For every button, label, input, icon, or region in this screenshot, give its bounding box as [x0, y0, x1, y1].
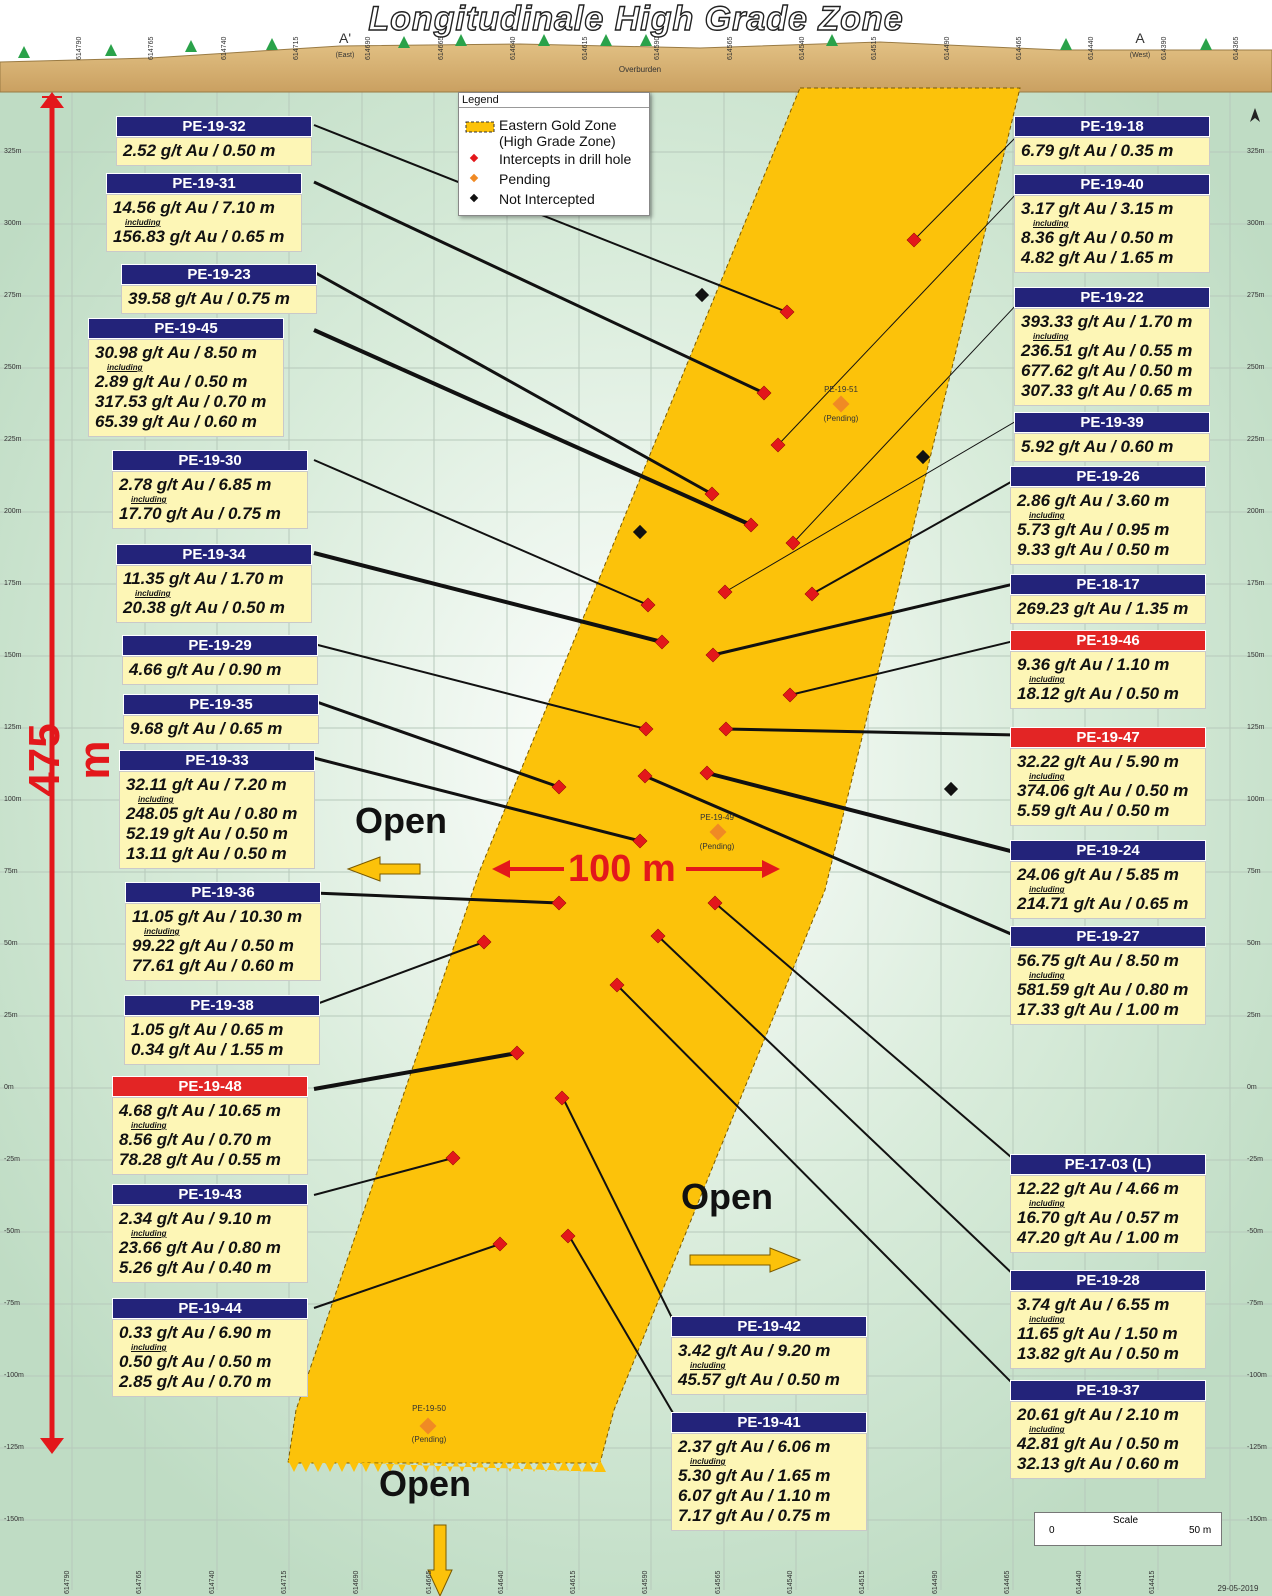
assay-result: 13.82 g/t Au / 0.50 m [1017, 1344, 1179, 1363]
legend-zone-sublabel: (High Grade Zone) [499, 133, 616, 149]
drill-hole-label [1010, 1154, 1206, 1253]
including-label: including [1029, 511, 1065, 520]
elevation-label: -75m [1247, 1300, 1263, 1307]
drill-hole-id: PE-19-36 [125, 882, 321, 903]
elevation-label: 50m [1247, 940, 1261, 947]
elevation-label: 250m [1247, 364, 1265, 371]
elevation-label: 200m [4, 508, 22, 515]
drill-hole-id: PE-19-38 [124, 995, 320, 1016]
assay-result: 4.68 g/t Au / 10.65 m [119, 1101, 281, 1120]
elevation-label: -150m [1247, 1516, 1267, 1523]
section-end-a-prime-direction: (East) [335, 52, 355, 59]
easting-label: 614440 [1076, 1570, 1084, 1594]
drill-hole-results [123, 715, 319, 744]
pending-hole-label: PE-19-50 [412, 1404, 446, 1413]
elevation-label: 100m [4, 796, 22, 803]
drill-hole-label [1010, 727, 1206, 826]
drill-hole-results [1010, 651, 1206, 709]
easting-label: 614740 [208, 1570, 216, 1594]
legend-pending-icon [469, 173, 479, 183]
elevation-label: 50m [4, 940, 18, 947]
assay-result: 12.22 g/t Au / 4.66 m [1017, 1179, 1179, 1198]
assay-result: 2.34 g/t Au / 9.10 m [119, 1209, 272, 1228]
drill-hole-label [121, 264, 317, 314]
assay-result: 2.37 g/t Au / 6.06 m [678, 1437, 831, 1456]
including-label: including [131, 1121, 167, 1130]
assay-result: 56.75 g/t Au / 8.50 m [1017, 951, 1179, 970]
pending-status-label: (Pending) [699, 842, 735, 851]
assay-result: 45.57 g/t Au / 0.50 m [678, 1370, 840, 1389]
easting-label: 614615 [582, 36, 590, 60]
assay-result: 5.73 g/t Au / 0.95 m [1017, 520, 1170, 539]
legend-intercept-label: Intercepts in drill hole [499, 151, 632, 167]
drill-hole-id: PE-19-33 [119, 750, 315, 771]
section-end-a-direction: (West) [1129, 52, 1151, 59]
easting-label: 614465 [1003, 1570, 1011, 1594]
legend-title: Legend [459, 93, 649, 108]
elevation-label: -75m [4, 1300, 20, 1307]
including-label: including [125, 218, 161, 227]
drill-hole-label [1010, 840, 1206, 919]
elevation-label: 175m [1247, 580, 1265, 587]
elevation-label: 200m [1247, 508, 1265, 515]
height-dimension-label: 475 m [20, 723, 119, 797]
drill-hole-results [671, 1337, 867, 1395]
assay-result: 32.22 g/t Au / 5.90 m [1017, 752, 1179, 771]
legend-not-intercepted-icon [469, 193, 479, 203]
assay-result: 214.71 g/t Au / 0.65 m [1017, 894, 1189, 913]
drill-hole-label [1014, 116, 1210, 166]
section-end-a-prime: A' [338, 30, 351, 46]
scale-end: 50 m [1189, 1525, 1212, 1536]
easting-label: 614765 [136, 1570, 144, 1594]
assay-result: 581.59 g/t Au / 0.80 m [1017, 980, 1189, 999]
assay-result: 307.33 g/t Au / 0.65 m [1021, 381, 1193, 400]
assay-result: 11.05 g/t Au / 10.30 m [132, 907, 303, 926]
drill-hole-id: PE-19-39 [1014, 412, 1210, 433]
drill-hole-label [123, 694, 319, 744]
scale-bar-box [1034, 1512, 1222, 1546]
drill-hole-label [112, 1184, 308, 1283]
drill-hole-results [1014, 433, 1210, 462]
elevation-label: 325m [1247, 148, 1265, 155]
page-title: Longitudinale High Grade Zone [368, 0, 904, 38]
drill-hole-label [116, 544, 312, 623]
elevation-label: 275m [4, 292, 22, 299]
drill-hole-id: PE-19-29 [122, 635, 318, 656]
assay-result: 9.68 g/t Au / 0.65 m [130, 719, 283, 738]
width-dimension-label: 100 m [568, 848, 676, 890]
open-label-right: Open [681, 1176, 774, 1217]
assay-result: 7.17 g/t Au / 0.75 m [678, 1506, 831, 1525]
drill-hole-results [1010, 947, 1206, 1025]
easting-label: 614590 [642, 1570, 650, 1594]
drill-hole-id: PE-19-31 [106, 173, 302, 194]
assay-result: 3.42 g/t Au / 9.20 m [678, 1341, 831, 1360]
drill-hole-id: PE-19-45 [88, 318, 284, 339]
assay-result: 14.56 g/t Au / 7.10 m [113, 198, 275, 217]
assay-result: 52.19 g/t Au / 0.50 m [126, 824, 288, 843]
easting-label: 614565 [726, 36, 734, 60]
elevation-label: 125m [4, 724, 22, 731]
elevation-label: 150m [4, 652, 22, 659]
assay-result: 5.26 g/t Au / 0.40 m [119, 1258, 272, 1277]
assay-result: 3.74 g/t Au / 6.55 m [1017, 1295, 1170, 1314]
drill-hole-id: PE-18-17 [1010, 574, 1206, 595]
drill-hole-label [1014, 412, 1210, 462]
drill-hole-results [112, 471, 308, 529]
easting-label: 614465 [1015, 36, 1023, 60]
drill-hole-id: PE-19-23 [121, 264, 317, 285]
drill-hole-results [1014, 308, 1210, 406]
scale-title: Scale [1113, 1515, 1139, 1526]
assay-result: 1.05 g/t Au / 0.65 m [131, 1020, 284, 1039]
drill-hole-results [112, 1097, 308, 1175]
elevation-label: 0m [1247, 1084, 1257, 1091]
drill-hole-label [1010, 1380, 1206, 1479]
drill-hole-id: PE-19-40 [1014, 174, 1210, 195]
assay-result: 24.06 g/t Au / 5.85 m [1017, 865, 1179, 884]
scale-start: 0 [1049, 1525, 1055, 1536]
including-label: including [107, 363, 143, 372]
assay-result: 4.66 g/t Au / 0.90 m [129, 660, 282, 679]
elevation-label: 300m [4, 220, 22, 227]
drill-hole-label [112, 1076, 308, 1175]
assay-result: 317.53 g/t Au / 0.70 m [95, 392, 267, 411]
including-label: including [690, 1457, 726, 1466]
easting-label: 614490 [931, 1570, 939, 1594]
drill-hole-id: PE-19-43 [112, 1184, 308, 1205]
easting-label: 614490 [943, 36, 951, 60]
assay-result: 47.20 g/t Au / 1.00 m [1017, 1228, 1179, 1247]
legend-zone-swatch [465, 119, 495, 135]
assay-result: 9.33 g/t Au / 0.50 m [1017, 540, 1170, 559]
assay-result: 2.85 g/t Au / 0.70 m [119, 1372, 272, 1391]
assay-result: 156.83 g/t Au / 0.65 m [113, 227, 285, 246]
easting-label: 614565 [714, 1570, 722, 1594]
easting-label: 614640 [497, 1570, 505, 1594]
legend-not-intercepted-label: Not Intercepted [499, 191, 595, 207]
drill-hole-label [112, 1298, 308, 1397]
elevation-label: 25m [4, 1012, 18, 1019]
easting-label: 614740 [220, 36, 228, 60]
assay-result: 20.61 g/t Au / 2.10 m [1017, 1405, 1179, 1424]
drill-hole-id: PE-19-26 [1010, 466, 1206, 487]
including-label: including [1029, 772, 1065, 781]
assay-result: 6.79 g/t Au / 0.35 m [1021, 141, 1174, 160]
easting-label: 614665 [437, 36, 445, 60]
drill-hole-id: PE-19-42 [671, 1316, 867, 1337]
assay-result: 17.33 g/t Au / 1.00 m [1017, 1000, 1179, 1019]
drill-hole-label [1010, 574, 1206, 624]
easting-label: 614440 [1088, 36, 1096, 60]
drill-hole-results [119, 771, 315, 869]
drill-hole-id: PE-19-34 [116, 544, 312, 565]
elevation-label: -50m [1247, 1228, 1263, 1235]
legend-pending-label: Pending [499, 171, 551, 187]
elevation-label: 300m [1247, 220, 1265, 227]
assay-result: 5.30 g/t Au / 1.65 m [678, 1466, 831, 1485]
drill-hole-id: PE-19-27 [1010, 926, 1206, 947]
including-label: including [1029, 885, 1065, 894]
easting-label: 614690 [353, 1570, 361, 1594]
elevation-label: 175m [4, 580, 22, 587]
drill-hole-label [125, 882, 321, 981]
open-label-left: Open [355, 800, 448, 841]
assay-result: 236.51 g/t Au / 0.55 m [1021, 341, 1193, 360]
drill-hole-label [122, 635, 318, 685]
assay-result: 32.11 g/t Au / 7.20 m [126, 775, 287, 794]
including-label: including [1029, 1425, 1065, 1434]
drill-hole-label [116, 116, 312, 166]
drill-hole-results [1010, 595, 1206, 624]
drill-hole-results [121, 285, 317, 314]
including-label: including [1029, 1315, 1065, 1324]
drill-hole-label [671, 1316, 867, 1395]
elevation-label: 325m [4, 148, 22, 155]
elevation-label: 0m [4, 1084, 14, 1091]
drill-hole-label [1010, 630, 1206, 709]
drill-hole-id: PE-19-32 [116, 116, 312, 137]
legend-intercept-icon [469, 153, 479, 163]
section-end-a: A [1135, 30, 1145, 46]
drill-hole-label [1014, 174, 1210, 273]
including-label: including [131, 1343, 167, 1352]
including-label: including [131, 1229, 167, 1238]
drill-hole-id: PE-17-03 (L) [1010, 1154, 1206, 1175]
easting-label: 614415 [1148, 1570, 1156, 1594]
assay-result: 8.56 g/t Au / 0.70 m [119, 1130, 272, 1149]
including-label: including [138, 795, 174, 804]
drill-hole-id: PE-19-37 [1010, 1380, 1206, 1401]
overburden-label: Overburden [618, 65, 662, 74]
drill-hole-id: PE-19-46 [1010, 630, 1206, 651]
drill-hole-id: PE-19-22 [1014, 287, 1210, 308]
legend [458, 92, 650, 216]
including-label: including [1033, 332, 1069, 341]
including-label: including [690, 1361, 726, 1370]
assay-result: 99.22 g/t Au / 0.50 m [132, 936, 294, 955]
assay-result: 2.78 g/t Au / 6.85 m [119, 475, 272, 494]
easting-label: 614715 [292, 36, 300, 60]
easting-label: 614515 [859, 1570, 867, 1594]
drill-hole-id: PE-19-28 [1010, 1270, 1206, 1291]
date-label: 29-05-2019 [1217, 1584, 1259, 1593]
assay-result: 18.12 g/t Au / 0.50 m [1017, 684, 1179, 703]
assay-result: 2.86 g/t Au / 3.60 m [1017, 491, 1170, 510]
including-label: including [1029, 675, 1065, 684]
drill-hole-label [119, 750, 315, 869]
drill-hole-results [88, 339, 284, 437]
drill-hole-results [116, 565, 312, 623]
pending-status-label: (Pending) [823, 414, 859, 423]
assay-result: 30.98 g/t Au / 8.50 m [95, 343, 257, 362]
easting-label: 614640 [509, 36, 517, 60]
elevation-label: -100m [1247, 1372, 1267, 1379]
elevation-label: 225m [4, 436, 22, 443]
drill-hole-results [671, 1433, 867, 1531]
drill-hole-label [1010, 1270, 1206, 1369]
assay-result: 42.81 g/t Au / 0.50 m [1017, 1434, 1179, 1453]
drill-hole-label [1010, 466, 1206, 565]
elevation-label: 225m [1247, 436, 1265, 443]
drill-hole-id: PE-19-48 [112, 1076, 308, 1097]
drill-hole-label [88, 318, 284, 437]
drill-hole-results [116, 137, 312, 166]
drill-hole-label [1010, 926, 1206, 1025]
assay-result: 0.33 g/t Au / 6.90 m [119, 1323, 272, 1342]
drill-hole-results [1010, 1175, 1206, 1253]
pending-hole-label: PE-19-51 [824, 385, 858, 394]
drill-hole-results [122, 656, 318, 685]
easting-label: 614690 [365, 36, 373, 60]
elevation-label: 275m [1247, 292, 1265, 299]
drill-hole-results [112, 1319, 308, 1397]
including-label: including [1033, 219, 1069, 228]
elevation-label: 125m [1247, 724, 1265, 731]
easting-label: 614540 [799, 36, 806, 60]
assay-result: 2.52 g/t Au / 0.50 m [123, 141, 276, 160]
drill-hole-results [112, 1205, 308, 1283]
assay-result: 23.66 g/t Au / 0.80 m [119, 1238, 281, 1257]
easting-label: 614790 [64, 1570, 71, 1594]
assay-result: 269.23 g/t Au / 1.35 m [1017, 599, 1189, 618]
drill-hole-results [1014, 195, 1210, 273]
elevation-label: -25m [4, 1156, 20, 1163]
including-label: including [1029, 1199, 1065, 1208]
drill-hole-results [106, 194, 302, 252]
elevation-label: 250m [4, 364, 22, 371]
assay-result: 8.36 g/t Au / 0.50 m [1021, 228, 1174, 247]
assay-result: 11.35 g/t Au / 1.70 m [123, 569, 284, 588]
easting-label: 614365 [1232, 36, 1240, 60]
easting-label: 614765 [148, 36, 156, 60]
drill-hole-results [125, 903, 321, 981]
elevation-label: 75m [1247, 868, 1261, 875]
drill-hole-id: PE-19-24 [1010, 840, 1206, 861]
including-label: including [131, 495, 167, 504]
easting-label: 614790 [76, 36, 83, 60]
assay-result: 16.70 g/t Au / 0.57 m [1017, 1208, 1179, 1227]
drill-hole-id: PE-19-30 [112, 450, 308, 471]
assay-result: 20.38 g/t Au / 0.50 m [123, 598, 285, 617]
assay-result: 2.89 g/t Au / 0.50 m [95, 372, 248, 391]
assay-result: 248.05 g/t Au / 0.80 m [126, 804, 298, 823]
assay-result: 17.70 g/t Au / 0.75 m [119, 504, 281, 523]
including-label: including [144, 927, 180, 936]
assay-result: 6.07 g/t Au / 1.10 m [678, 1486, 831, 1505]
assay-result: 13.11 g/t Au / 0.50 m [126, 844, 287, 863]
elevation-label: -125m [4, 1444, 24, 1451]
assay-result: 39.58 g/t Au / 0.75 m [128, 289, 290, 308]
assay-result: 3.17 g/t Au / 3.15 m [1021, 199, 1174, 218]
elevation-label: 75m [4, 868, 18, 875]
drill-hole-id: PE-19-41 [671, 1412, 867, 1433]
assay-result: 11.65 g/t Au / 1.50 m [1017, 1324, 1178, 1343]
assay-result: 4.82 g/t Au / 1.65 m [1021, 248, 1174, 267]
easting-label: 614540 [787, 1570, 794, 1594]
drill-hole-label [671, 1412, 867, 1531]
drill-hole-results [1014, 137, 1210, 166]
drill-hole-label [1014, 287, 1210, 406]
including-label: including [135, 589, 171, 598]
drill-hole-results [1010, 748, 1206, 826]
drill-hole-results [1010, 1401, 1206, 1479]
easting-label: 614390 [1160, 36, 1168, 60]
assay-result: 0.34 g/t Au / 1.55 m [131, 1040, 284, 1059]
assay-result: 0.50 g/t Au / 0.50 m [119, 1352, 272, 1371]
drill-hole-id: PE-19-35 [123, 694, 319, 715]
pending-status-label: (Pending) [411, 1435, 447, 1444]
assay-result: 65.39 g/t Au / 0.60 m [95, 412, 257, 431]
legend-zone-label: Eastern Gold Zone [499, 117, 617, 133]
open-label-bottom: Open [379, 1463, 472, 1504]
drill-hole-label [112, 450, 308, 529]
elevation-label: 150m [1247, 652, 1265, 659]
assay-result: 393.33 g/t Au / 1.70 m [1021, 312, 1193, 331]
drill-hole-id: PE-19-18 [1014, 116, 1210, 137]
assay-result: 32.13 g/t Au / 0.60 m [1017, 1454, 1179, 1473]
drill-hole-id: PE-19-47 [1010, 727, 1206, 748]
drill-hole-label [106, 173, 302, 252]
easting-label: 614615 [570, 1570, 578, 1594]
assay-result: 5.59 g/t Au / 0.50 m [1017, 801, 1170, 820]
assay-result: 374.06 g/t Au / 0.50 m [1017, 781, 1189, 800]
drill-hole-label [124, 995, 320, 1065]
easting-label: 614665 [425, 1570, 433, 1594]
assay-result: 9.36 g/t Au / 1.10 m [1017, 655, 1170, 674]
drill-hole-results [1010, 487, 1206, 565]
assay-result: 5.92 g/t Au / 0.60 m [1021, 437, 1174, 456]
easting-label: 614590 [654, 36, 662, 60]
assay-result: 677.62 g/t Au / 0.50 m [1021, 361, 1193, 380]
assay-result: 77.61 g/t Au / 0.60 m [132, 956, 294, 975]
easting-label: 614715 [280, 1570, 288, 1594]
elevation-label: -100m [4, 1372, 24, 1379]
pending-hole-label: PE-19-49 [700, 813, 734, 822]
elevation-label: -150m [4, 1516, 24, 1523]
drill-hole-id: PE-19-44 [112, 1298, 308, 1319]
drill-hole-results [1010, 861, 1206, 919]
elevation-label: -50m [4, 1228, 20, 1235]
including-label: including [1029, 971, 1065, 980]
drill-hole-results [1010, 1291, 1206, 1369]
drill-hole-results [124, 1016, 320, 1065]
assay-result: 78.28 g/t Au / 0.55 m [119, 1150, 281, 1169]
elevation-label: -125m [1247, 1444, 1267, 1451]
elevation-label: 100m [1247, 796, 1265, 803]
elevation-label: -25m [1247, 1156, 1263, 1163]
easting-label: 614515 [871, 36, 879, 60]
elevation-label: 25m [1247, 1012, 1261, 1019]
